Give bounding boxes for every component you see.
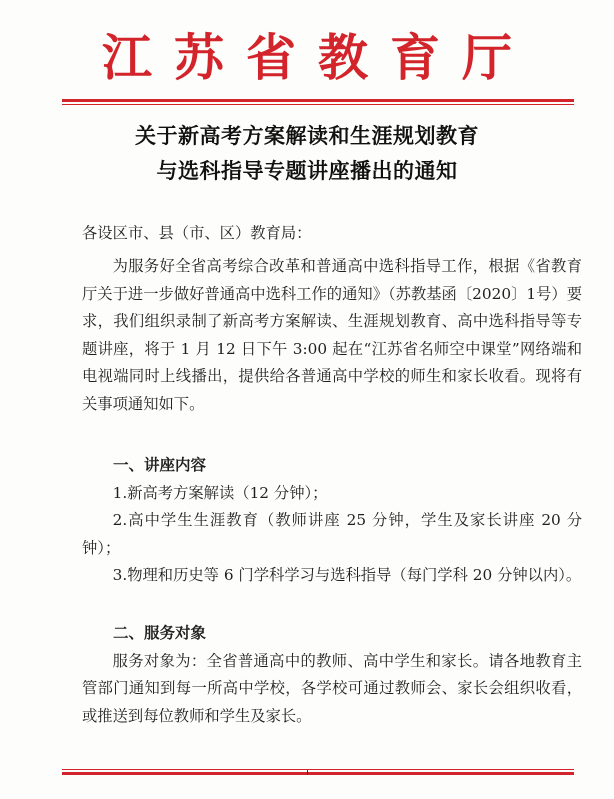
page-center-mark [307, 770, 308, 775]
document-title-line-1: 关于新高考方案解读和生涯规划教育 [135, 123, 479, 148]
intro-block [82, 253, 582, 419]
footer-rule-thick [62, 772, 574, 775]
section-lecture-content [82, 452, 582, 590]
section-heading-service-target: 二、服务对象 [113, 624, 207, 642]
document-title-line-2: 与选科指导专题讲座播出的通知 [156, 158, 458, 183]
lecture-item-1: 1.新高考方案解读（12 分钟）； [112, 483, 328, 502]
service-target-paragraph: 服务对象为：全省普通高中的教师、高中学生和家长。请各地教育主管部门通知到每一所高中学校，各学校可通过教师会、家长会组织收看，或推送到每位教师和学生及家长。 [82, 651, 582, 725]
footer-rule-thin [62, 769, 574, 770]
masthead-rule-thick [62, 99, 574, 102]
lecture-item-3: 3.物理和历史等 6 门学科学习与选科指导（每门学科 20 分钟以内）。 [112, 566, 582, 585]
salutation: 各设区市、县（市、区）教育局： [82, 224, 312, 242]
lecture-item-2: 2.高中学生生涯教育（教师讲座 25 分钟，学生及家长讲座 20 分钟）； [82, 511, 582, 557]
section-service-target [82, 620, 582, 730]
salutation-block [82, 220, 582, 248]
masthead-org-name: 江苏省教育厅 [102, 28, 534, 87]
intro-paragraph: 为服务好全省高考综合改革和普通高中选科指导工作，根据《省教育厅关于进一步做好普通高中选科工作的通知》（苏教基函〔2020〕1号）要求，我们组织录制了新高考方案解读、生涯规划教育、高中选科指导等专题讲座，将于 1 月 12 日下午 3:00 起在“江苏省名师空中课堂”网络端和电视端同时上线播出，提供给各普通高中学校的师生和家长收看。现将有关事项通知如下。 [82, 257, 582, 413]
masthead-rule-thin [62, 104, 574, 105]
section-heading-lecture-content: 一、讲座内容 [113, 456, 207, 474]
